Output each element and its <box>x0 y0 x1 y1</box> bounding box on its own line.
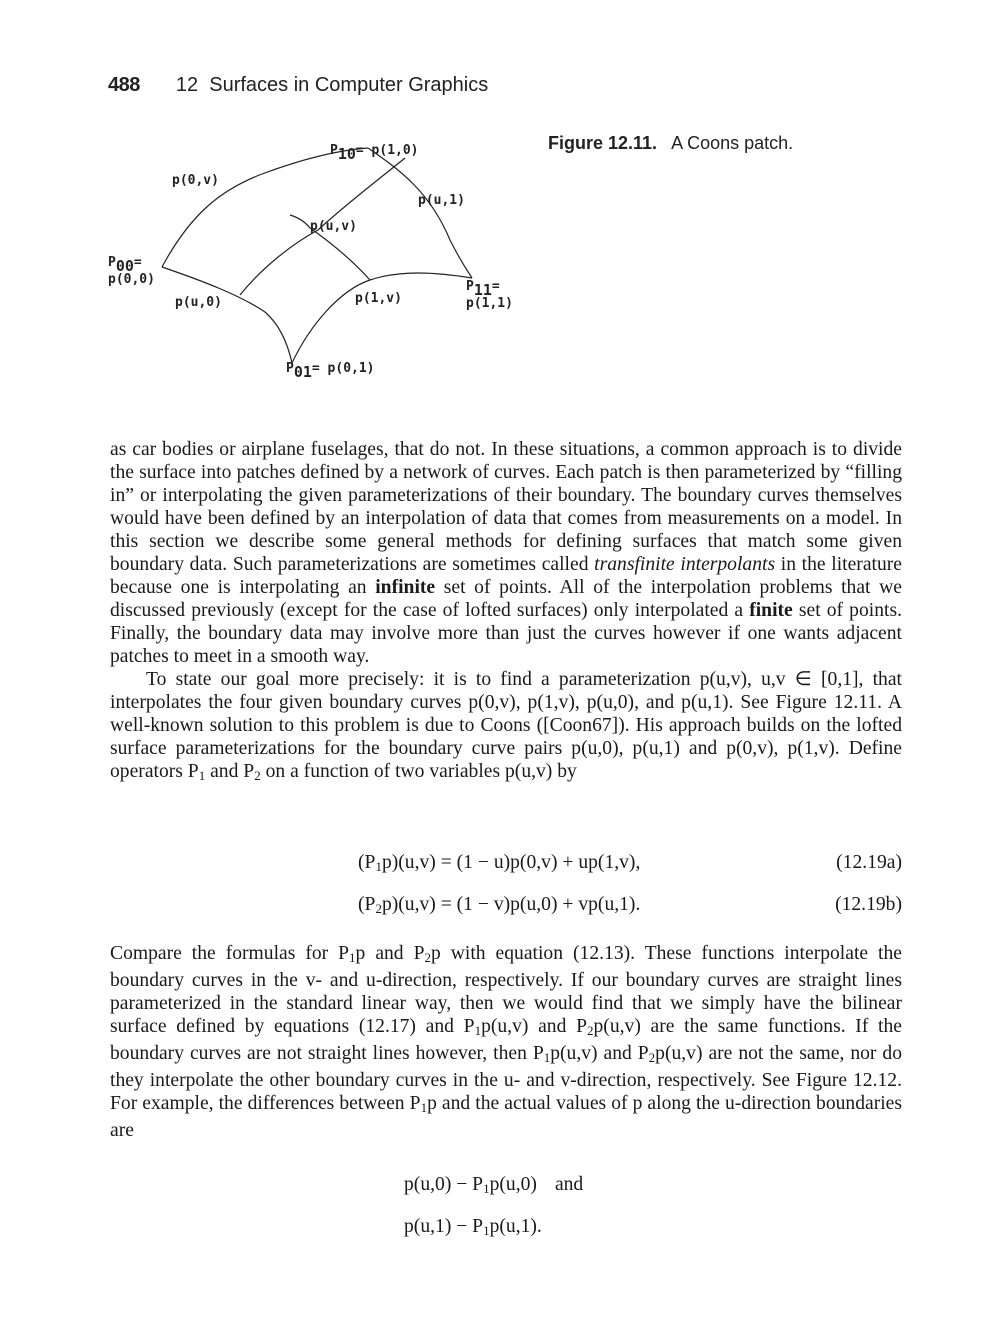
label-p1v: p(1,v) <box>355 291 402 306</box>
curve-p1v <box>292 273 472 363</box>
equation-number-b: (12.19b) <box>835 894 902 915</box>
label-p00: $P_{00}=$ p(0,0) <box>108 255 155 287</box>
difference-equation-2: $p(u,1) - P_1p(u,1)$. <box>404 1216 542 1238</box>
equation-12-19b: $(P_2p)(u,v) = (1 - v)p(u,0) + vp(u,1)$. <box>358 894 641 916</box>
page-number: 488 <box>108 74 140 96</box>
chapter-title: 12 Surfaces in Computer Graphics <box>175 74 489 96</box>
main-text-block <box>110 438 902 787</box>
running-header <box>108 74 488 97</box>
equation-12-19a: $(P_1p)(u,v) = (1 - u)p(0,v) + up(1,v)$, <box>358 852 641 874</box>
label-pu0: p(u,0) <box>175 295 222 310</box>
equation-number-a: (12.19a) <box>836 852 902 873</box>
label-p10: $P_{10}= p(1,0)$ <box>330 143 419 163</box>
curve-pu1 <box>368 148 472 278</box>
paragraph-1: as car bodies or airplane fuselages, that do not. In these situations, a common approach is to divide the surface into patches defined by a network of curves. Each patch is then parameterized by “filling in” or interpolating the given parameterizations of their boundary. The boundary curves themselves would have been defined by an interpolation of data that comes from measurements on a model. In this section we describe some general methods for defining surfaces that match some given boundary data. Such parameterizations are sometimes called transfinite interpolants in the literature because one is interpolating an infinite set of points. All of the interpolation problems that we discussed previously (except for the case of lofted surfaces) only interpolated a finite set of points. Finally, the boundary data may involve more than just the curves however if one wants adjacent patches to meet in a smooth way. <box>110 439 902 667</box>
coons-patch-diagram <box>100 130 540 390</box>
label-p11: $P_{11}=$ p(1,1) <box>466 279 513 311</box>
coons-patch-figure <box>100 130 540 390</box>
curve-mid-v2 <box>240 230 318 295</box>
curve-mid-u2 <box>290 215 310 228</box>
curve-pu0 <box>162 267 292 363</box>
paragraph-3-block <box>110 942 902 1142</box>
label-pu1: p(u,1) <box>418 193 465 208</box>
figure-caption <box>548 133 793 154</box>
figure-number: Figure 12.11. <box>548 133 658 153</box>
paragraph-2: To state our goal more precisely: it is to find a parameterization p(u,v), u,v ∈ [0,1], that interpolates the four given boundary curves p(0,v), p(1,v), p(u,0), and p(u,1). See Figure 12.11. A well-known solution to this problem is due to Coons ([Coon67]). His approach builds on the lofted surface parameterizations for the boundary curve pairs p(u,0), p(u,1) and p(0,v), p(1,v). Define operators $P_1$ and $P_2$ on a function of two variables p(u,v) by <box>110 669 902 783</box>
difference-equation-1: $p(u,0) - P_1p(u,0)$ and <box>404 1174 584 1196</box>
label-p01: $P_{01}= p(0,1)$ <box>286 361 375 381</box>
label-p0v: p(0,v) <box>172 173 219 188</box>
label-puv: p(u,v) <box>310 219 357 234</box>
caption-text: A Coons patch. <box>671 133 794 153</box>
curve-mid-u <box>310 228 370 280</box>
paragraph-3: Compare the formulas for $P_1p$ and $P_2p$ with equation (12.13). These functions interpolate the boundary curves in the v- and u-direction, respectively. If our boundary curves are straight lines parameterized in the standard linear way, then we would find that we simply have the bilinear surface defined by equations (12.17) and $P_1p(u,v)$ and $P_2p(u,v)$ are the same functions. If the boundary curves are not straight lines however, then $P_1p(u,v)$ and $P_2p(u,v)$ are not the same, nor do they interpolate the other boundary curves in the u- and v-direction, respectively. See Figure 12.12. For example, the differences between $P_1p$ and the actual values of p along the u-direction boundaries are <box>110 943 903 1141</box>
